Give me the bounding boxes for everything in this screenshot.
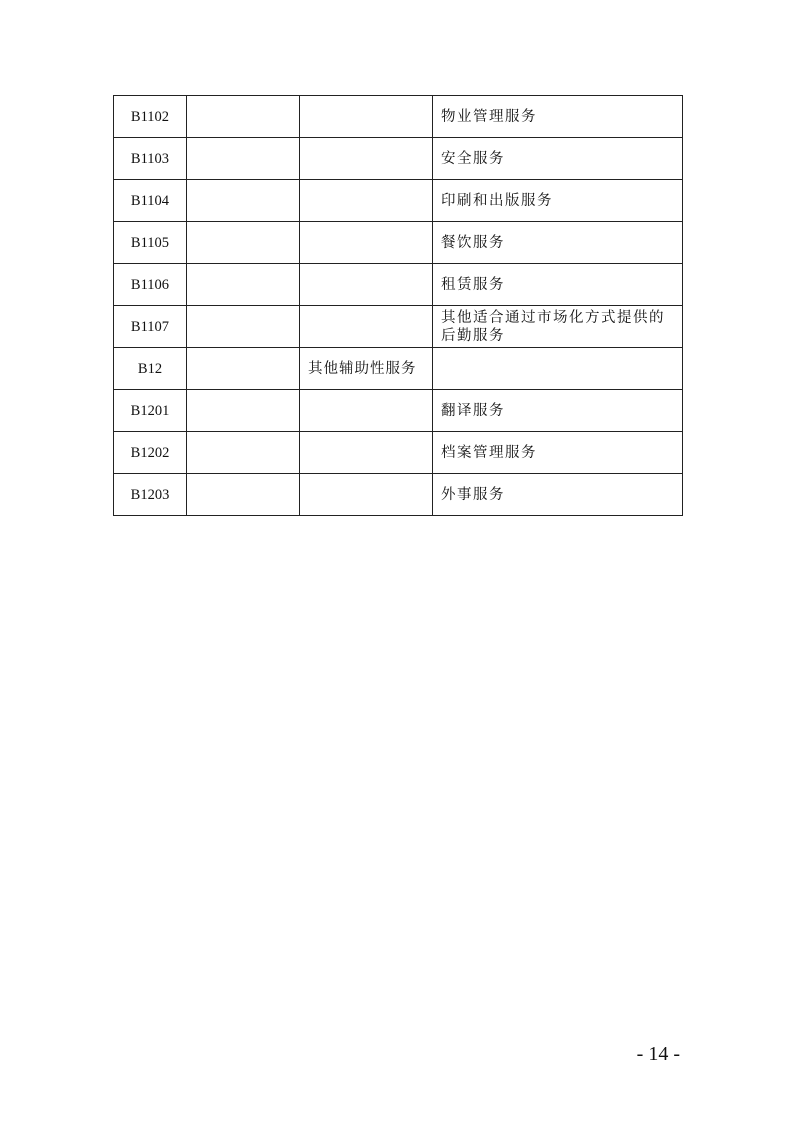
table-row (114, 432, 683, 474)
code-cell: B1203 (114, 474, 187, 516)
code-cell: B1106 (114, 264, 187, 306)
empty-cell (187, 348, 300, 390)
level3-name-cell: 餐饮服务 (433, 222, 683, 264)
empty-cell (187, 474, 300, 516)
code-cell: B1201 (114, 390, 187, 432)
code-cell: B1107 (114, 306, 187, 348)
level2-name-cell (300, 474, 433, 516)
table-row (114, 474, 683, 516)
table-row (114, 348, 683, 390)
empty-cell (187, 138, 300, 180)
level2-name-cell (300, 138, 433, 180)
level2-name-cell: 其他辅助性服务 (300, 348, 433, 390)
level3-name-cell: 印刷和出版服务 (433, 180, 683, 222)
level2-name-cell (300, 96, 433, 138)
level3-name-cell (433, 348, 683, 390)
level2-name-cell (300, 222, 433, 264)
level3-name-cell: 物业管理服务 (433, 96, 683, 138)
empty-cell (187, 390, 300, 432)
table-row (114, 390, 683, 432)
code-cell: B12 (114, 348, 187, 390)
level2-name-cell (300, 432, 433, 474)
page-number: - 14 - (636, 1043, 680, 1065)
table-row (114, 180, 683, 222)
code-cell: B1103 (114, 138, 187, 180)
empty-cell (187, 432, 300, 474)
level2-name-cell (300, 390, 433, 432)
empty-cell (187, 96, 300, 138)
table-row (114, 222, 683, 264)
table-row (114, 138, 683, 180)
level3-name-cell: 翻译服务 (433, 390, 683, 432)
level2-name-cell (300, 306, 433, 348)
level3-name-cell: 其他适合通过市场化方式提供的后勤服务 (433, 306, 683, 348)
level2-name-cell (300, 180, 433, 222)
table-row (114, 306, 683, 348)
level3-name-cell: 安全服务 (433, 138, 683, 180)
level2-name-cell (300, 264, 433, 306)
empty-cell (187, 222, 300, 264)
empty-cell (187, 306, 300, 348)
empty-cell (187, 264, 300, 306)
code-cell: B1102 (114, 96, 187, 138)
code-cell: B1202 (114, 432, 187, 474)
code-cell: B1105 (114, 222, 187, 264)
level3-name-cell: 外事服务 (433, 474, 683, 516)
code-cell: B1104 (114, 180, 187, 222)
empty-cell (187, 180, 300, 222)
level3-name-cell: 租赁服务 (433, 264, 683, 306)
level3-name-cell: 档案管理服务 (433, 432, 683, 474)
table-row (114, 264, 683, 306)
table-row (114, 96, 683, 138)
service-catalog-table (113, 95, 683, 516)
